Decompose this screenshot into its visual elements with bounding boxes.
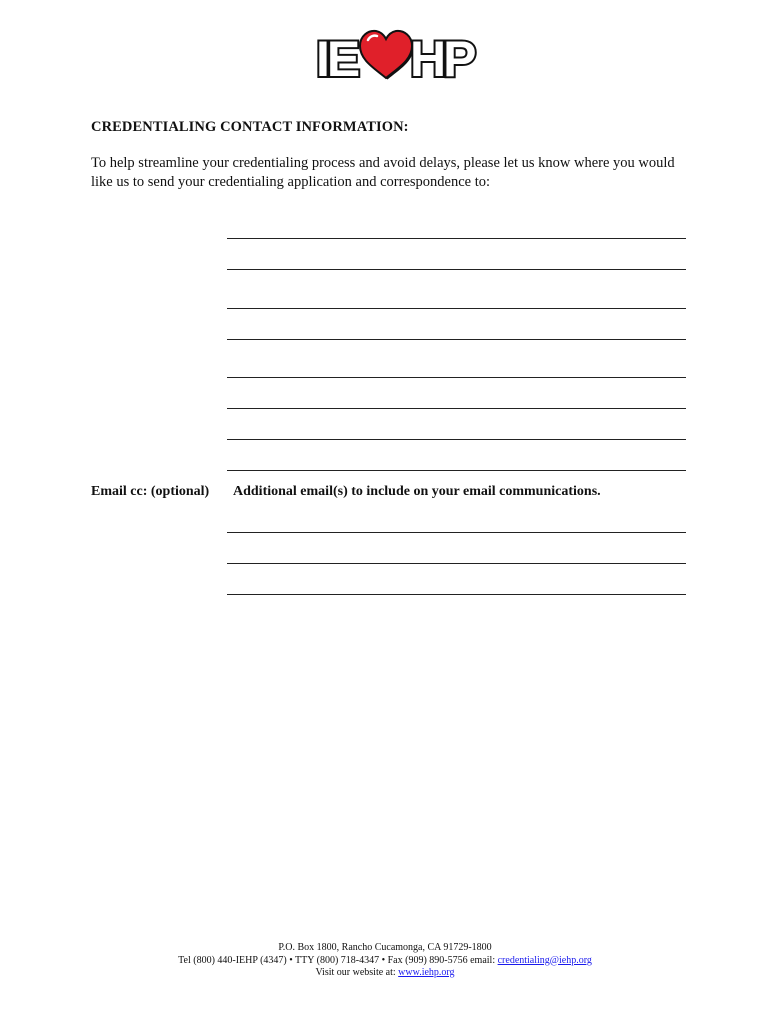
footer-website-text: Visit our website at: — [315, 967, 399, 978]
footer-contact-line — [0, 955, 770, 968]
email-cc-field-1[interactable] — [227, 516, 686, 533]
email-cc-field-3[interactable] — [227, 578, 686, 595]
intro-text: To help streamline your credentialing process and avoid delays, please let us know where you would like us to send your credentialing application and correspondence to: — [91, 155, 675, 190]
fax-field[interactable] — [227, 423, 686, 440]
email-field[interactable] — [227, 454, 686, 471]
cell-phone-field[interactable] — [227, 392, 686, 409]
iehp-logo-graphic — [314, 24, 474, 87]
email-cc-label: Email cc: (optional) — [91, 484, 210, 499]
footer-website-line — [0, 967, 770, 980]
iehp-logo — [314, 24, 474, 87]
heart-icon — [360, 31, 414, 80]
page-footer — [0, 942, 770, 980]
page-title: CREDENTIALING CONTACT INFORMATION: — [91, 119, 409, 135]
office-phone-field[interactable] — [227, 361, 686, 378]
mailing-address-field-line-2[interactable] — [227, 323, 686, 340]
contact-title-field[interactable] — [227, 253, 686, 270]
footer-website-link[interactable]: www.iehp.org — [398, 967, 455, 978]
logo-right-letters: HP — [410, 31, 474, 87]
email-cc-note: Additional email(s) to include on your email communications. — [233, 484, 601, 499]
footer-contact-text: Tel (800) 440-IEHP (4347) • TTY (800) 718-4347 • Fax (909) 890-5756 email: — [178, 954, 498, 966]
contact-name-field[interactable] — [227, 222, 686, 239]
email-cc-field-2[interactable] — [227, 547, 686, 564]
logo-left-letters: IE — [316, 31, 358, 87]
footer-email-link[interactable]: credentialing@iehp.org — [497, 954, 592, 966]
footer-address: P.O. Box 1800, Rancho Cucamonga, CA 91729-1800 — [278, 942, 492, 953]
mailing-address-field[interactable] — [227, 292, 686, 309]
